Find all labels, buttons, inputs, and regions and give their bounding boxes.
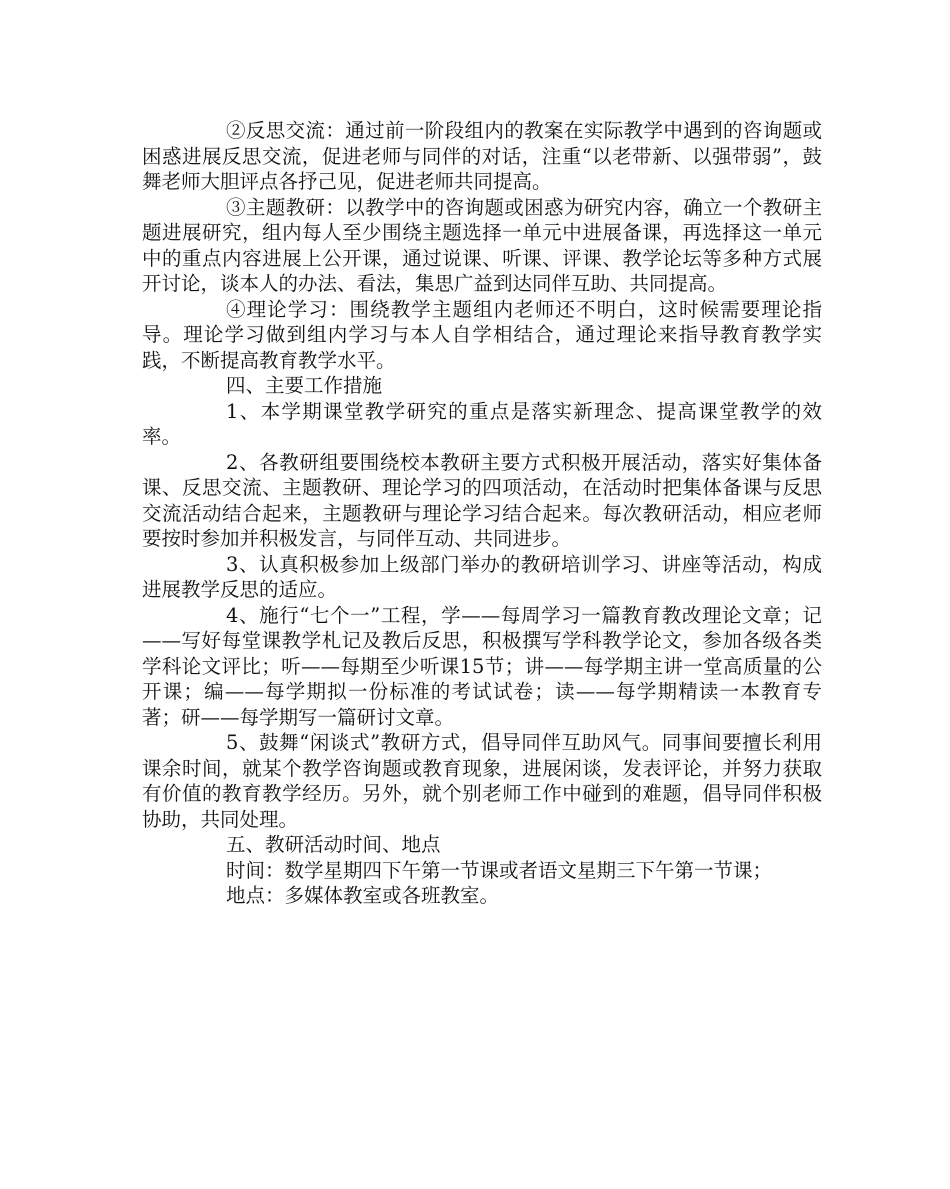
section-heading-main-measures: 四、主要工作措施 bbox=[226, 374, 383, 397]
paragraph-reflection-exchange: ②反思交流：通过前一阶段组内的教案在实际教学中遇到的咨询题或困惑进展反思交流，促进老师与同伴的对话，注重“以老带新、以强带弱”，鼓舞老师大胆评点各抒己见，促进老师共同提高。 bbox=[142, 119, 822, 193]
paragraph-theme-research: ③主题教研：以教学中的咨询题或困惑为研究内容，确立一个教研主题进展研究，组内每人至少围绕主题选择一单元中进展备课，再选择这一单元中的重点内容进展上公开课，通过说课、听课、评课、教学论坛等多种方式展开讨论，谈本人的办法、看法，集思广益到达同伴互助、共同提高。 bbox=[142, 195, 822, 295]
paragraph-place: 地点：多媒体教室或各班教室。 bbox=[226, 884, 500, 907]
paragraph-measure-5: 5、鼓舞“闲谈式”教研方式，倡导同伴互助风气。同事间要擅长利用课余时间，就某个教学咨询题或教育现象，进展闲谈，发表评论，并努力获取有价值的教育教学经历。另外，就个别老师工作中碰到的难题，倡导同伴积极协助，共同处理。 bbox=[142, 731, 822, 831]
paragraph-measure-1: 1、本学期课堂教学研究的重点是落实新理念、提高课堂教学的效率。 bbox=[142, 399, 822, 448]
paragraph-measure-2: 2、各教研组要围绕校本教研主要方式积极开展活动，落实好集体备课、反思交流、主题教研、理论学习的四项活动，在活动时把集体备课与反思交流活动结合起来，主题教研与理论学习结合起来。每次教研活动，相应老师要按时参加并积极发言，与同伴互动、共同进步。 bbox=[142, 450, 822, 550]
paragraph-time: 时间：数学星期四下午第一节课或者语文星期三下午第一节课； bbox=[226, 858, 773, 882]
paragraph-theory-study: ④理论学习：围绕教学主题组内老师还不明白，这时候需要理论指导。理论学习做到组内学习与本人自学相结合，通过理论来指导教育教学实践，不断提高教育教学水平。 bbox=[142, 297, 822, 372]
section-heading-time-place: 五、教研活动时间、地点 bbox=[226, 833, 441, 856]
document-page bbox=[142, 118, 822, 909]
paragraph-measure-3: 3、认真积极参加上级部门举办的教研培训学习、讲座等活动，构成进展教学反思的适应。 bbox=[142, 552, 822, 601]
paragraph-measure-4: 4、施行“七个一”工程，学——每周学习一篇教育教改理论文章；记——写好每堂课教学札记及教后反思，积极撰写学科教学论文，参加各级各类学科论文评比；听——每期至少听课15节；讲——每学期主讲一堂高质量的公开课；编——每学期拟一份标准的考试试卷；读——每学期精读一本教育专著；研——每学期写一篇研讨文章。 bbox=[142, 603, 822, 729]
